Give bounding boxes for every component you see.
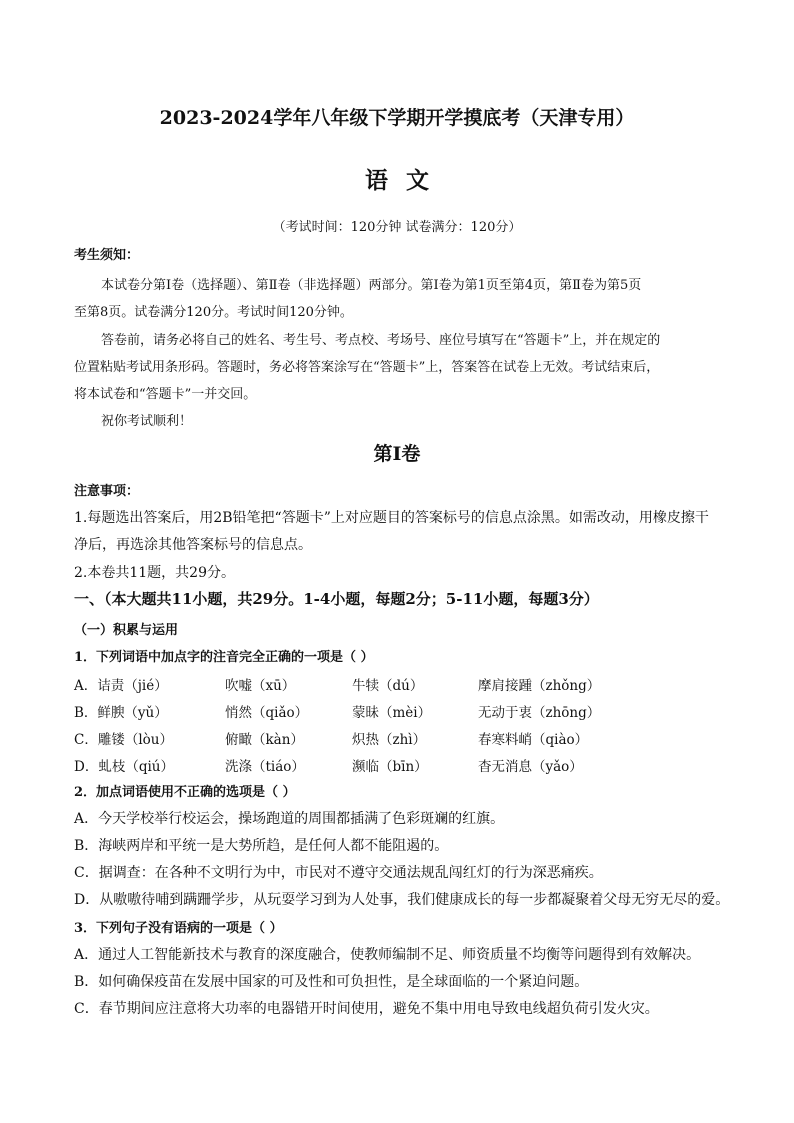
q1-option-b-word-4: 无动于衷（zhōng）	[478, 705, 601, 721]
q1-option-c-word-2: 俯瞰（kàn）	[225, 732, 304, 748]
q1-option-c-word-1: C．雕镂（lòu）	[74, 732, 173, 748]
q1-option-c-word-3: 炽热（zhì）	[352, 732, 427, 748]
q1-option-d-word-2: 洗涤（tiáo）	[225, 759, 305, 775]
notice-wish: 祝你考试顺利！	[101, 414, 193, 429]
q1-option-a-word-2: 吹嘘（xū）	[225, 678, 296, 694]
q1-option-a-word-3: 牛犊（dú）	[352, 678, 424, 694]
notice-heading: 考生须知：	[74, 248, 140, 263]
question-2-stem: 2．加点词语使用不正确的选项是（ ）	[74, 785, 296, 800]
subject-title: 语文	[365, 167, 447, 194]
q3-option-a: A．通过人工智能新技术与教育的深度融合，使教师编制不足、师资质量不均衡等问题得到有效解决。	[74, 947, 701, 963]
q1-option-d-word-3: 濒临（bīn）	[352, 759, 428, 775]
q2-option-d: D．从嗷嗷待哺到蹒跚学步，从玩耍学习到为人处事，我们健康成长的每一步都凝聚着父母无穷无尽的爱。	[74, 892, 730, 908]
exam-time-info: （考试时间：120分钟 试卷满分：120分）	[272, 220, 522, 235]
q1-option-a-word-4: 摩肩接踵（zhǒng）	[478, 678, 601, 694]
q2-option-b: B．海峡两岸和平统一是大势所趋，是任何人都不能阻遏的。	[74, 838, 449, 854]
attention-item-1-line-2: 净后，再选涂其他答案标号的信息点。	[74, 537, 312, 553]
q1-option-d-word-1: D．虬枝（qiú）	[74, 759, 174, 775]
notice-paragraph-2-line-3: 将本试卷和“答题卡”一并交回。	[74, 387, 257, 402]
q1-option-a-word-1: A．诘责（jié）	[74, 678, 168, 694]
q1-option-b-word-2: 悄然（qiǎo）	[225, 705, 309, 721]
q3-option-c: C．春节期间应注意将大功率的电器错开时间使用，避免不集中用电导致电线超负荷引发火灾。	[74, 1001, 659, 1017]
notice-paragraph-1-line-1: 本试卷分第Ⅰ卷（选择题）、第Ⅱ卷（非选择题）两部分。第Ⅰ卷为第1页至第4页，第Ⅱ卷为第5页	[101, 278, 642, 293]
attention-item-1-line-1: 1.每题选出答案后，用2B铅笔把“答题卡”上对应题目的答案标号的信息点涂黑。如需改动，用橡皮擦干	[74, 510, 709, 526]
attention-item-2: 2.本卷共11题，共29分。	[74, 565, 235, 581]
section-heading: 一、（本大题共11小题，共29分。1-4小题，每题2分；5-11小题，每题3分）	[74, 590, 599, 608]
q3-option-b: B．如何确保疫苗在发展中国家的可及性和可负担性，是全球面临的一个紧迫问题。	[74, 974, 589, 990]
volume-title: 第Ⅰ卷	[373, 443, 421, 465]
q1-option-d-word-4: 杳无消息（yǎo）	[478, 759, 583, 775]
attention-heading: 注意事项：	[74, 484, 140, 499]
q1-option-c-word-4: 春寒料峭（qiào）	[478, 732, 589, 748]
question-1-stem: 1．下列词语中加点字的注音完全正确的一项是（ ）	[74, 650, 374, 665]
q1-option-b-word-1: B．鲜腴（yǔ）	[74, 705, 168, 721]
q2-option-c: C．据调查：在各种不文明行为中，市民对不遵守交通法规乱闯红灯的行为深恶痛疾。	[74, 865, 603, 881]
subsection-heading: （一）积累与运用	[74, 623, 179, 638]
notice-paragraph-2-line-1: 答卷前，请务必将自己的姓名、考生号、考点校、考场号、座位号填写在“答题卡”上，并在规定的	[101, 333, 661, 348]
q1-option-b-word-3: 蒙昧（mèi）	[352, 705, 432, 721]
question-3-stem: 3．下列句子没有语病的一项是（ ）	[74, 921, 283, 936]
notice-paragraph-1-line-2: 至第8页。试卷满分120分。考试时间120分钟。	[74, 305, 353, 320]
notice-paragraph-2-line-2: 位置粘贴考试用条形码。答题时，务必将答案涂写在“答题卡”上，答案答在试卷上无效。考试结束后，	[74, 360, 660, 375]
q2-option-a: A．今天学校举行校运会，操场跑道的周围都插满了色彩斑斓的红旗。	[74, 811, 505, 827]
exam-title: 2023-2024学年八年级下学期开学摸底考（天津专用）	[159, 107, 635, 129]
